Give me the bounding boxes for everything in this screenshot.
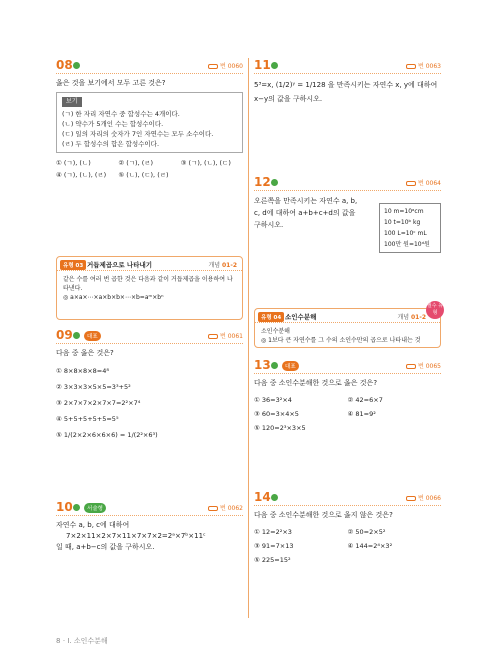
link-icon (208, 334, 218, 339)
statement-4: (ㄹ) 두 합성수의 합은 합성수이다. (62, 140, 160, 148)
type-badge: 대표 (84, 331, 101, 341)
answer-choices (56, 363, 243, 443)
question-number: 13 (254, 358, 271, 372)
page-number: 8 (56, 637, 61, 645)
choice-4[interactable]: ④ 5+5+5+5+5=5⁵ (56, 415, 119, 423)
question-header (56, 328, 243, 344)
link-icon (406, 64, 416, 69)
choice-4[interactable]: ④ 144=2⁴×3² (347, 542, 393, 550)
question-header (254, 358, 441, 374)
choice-3[interactable]: ③ 2×7×7×2×7×7=2²×7⁴ (56, 399, 141, 407)
question-tag: 번 0061 (208, 331, 243, 340)
question-tag: 번 0062 (208, 503, 243, 512)
choice-4[interactable]: ④ 81=9² (347, 410, 376, 418)
concept-box-04 (254, 303, 444, 348)
choice-1[interactable]: ① 12=2²×3 (254, 528, 292, 536)
question-number: 10 (56, 500, 73, 514)
question-header (254, 58, 441, 74)
type-badge: 대표 (282, 361, 299, 371)
statement-1: (ㄱ) 한 자리 자연수 중 합성수는 4개이다. (62, 110, 180, 118)
choice-1[interactable]: ① 36=3²×4 (254, 396, 292, 404)
concept-header (255, 309, 440, 323)
question-text: 다음 중 소인수분해한 것으로 옳지 않은 것은? (254, 511, 393, 519)
concept-body: 같은 수를 여러 번 곱한 것은 다음과 같이 거듭제곱을 이용하여 나타낸다. ◎ a×a×⋯×a×b×b×⋯×b=aᵐ×bⁿ (57, 271, 242, 306)
difficulty-icon (271, 179, 278, 186)
answer-choices (254, 525, 441, 567)
question-number: 14 (254, 490, 271, 504)
column-divider (248, 58, 249, 618)
question-text: 자연수 a, b, c에 대하여 (56, 521, 130, 529)
question-number: 08 (56, 58, 73, 72)
chapter-title: · I. 소인수분해 (62, 637, 108, 645)
question-header (254, 175, 441, 191)
link-icon (406, 364, 416, 369)
question-text: 오른쪽을 만족시키는 자연수 a, b, c, d에 대하여 a+b+c+d의 값을 구하시오. (254, 197, 358, 229)
statement-3: (ㄷ) 일의 자리의 숫자가 7인 자연수는 모두 소수이다. (62, 130, 214, 138)
question-12 (254, 175, 441, 248)
question-number: 12 (254, 175, 271, 189)
difficulty-icon (271, 494, 278, 501)
question-text: 5³=x, (1/2)ʸ = 1/128 을 만족시키는 자연수 x, y에 대하여 x−y의 값을 구하시오. (254, 81, 438, 103)
type-badge: 서술형 (84, 503, 106, 513)
link-icon (406, 496, 416, 501)
difficulty-icon (271, 362, 278, 369)
choice-2[interactable]: ② 42=6×7 (347, 396, 383, 404)
concept-example: ◎ a×a×⋯×a×b×b×⋯×b=aᵐ×bⁿ (63, 294, 164, 301)
question-tag: 번 0060 (208, 61, 243, 70)
question-text: 옳은 것을 보기에서 모두 고른 것은? (56, 79, 166, 87)
concept-ref: 개념 01-2 (397, 314, 426, 321)
question-09 (56, 328, 243, 443)
choice-1[interactable]: ① 8×8×8×8=4⁸ (56, 367, 109, 375)
difficulty-icon (73, 504, 80, 511)
concept-title: 거듭제곱으로 나타내기 (87, 261, 153, 269)
choice-3[interactable]: ③ 91=7×13 (254, 542, 294, 550)
difficulty-icon (271, 62, 278, 69)
concept-tag: 유형 04 (258, 312, 284, 322)
difficulty-icon (73, 332, 80, 339)
choice-5[interactable]: ⑤ 120=2³×3×5 (254, 424, 306, 432)
concept-title: 소인수분해 (285, 313, 317, 321)
question-13 (254, 358, 441, 435)
link-icon (406, 181, 416, 186)
condition-box: 10 m=10ᵃcm 10 t=10ᵇ kg 100 L=10ᶜ mL 100만 원=10ᵈ원 (379, 203, 441, 253)
choice-5[interactable]: ⑤ (ㄴ), (ㄷ), (ㄹ) (118, 171, 169, 179)
question-text: 다음 중 소인수분해한 것으로 옳은 것은? (254, 379, 378, 387)
concept-body: 소인수분해 ◎ 1보다 큰 자연수를 그 수의 소인수만의 곱으로 나타내는 것 (261, 328, 421, 344)
question-formula: 7×2×11×2×7×11×7×7×2=2ᵃ×7ᵇ×11ᶜ (66, 532, 206, 540)
choice-2[interactable]: ② (ㄱ), (ㄹ) (118, 159, 154, 167)
concept-ref: 개념 01-2 (208, 262, 237, 269)
concept-header (57, 257, 242, 271)
statement-2: (ㄴ) 약수가 5개인 수는 합성수이다. (62, 120, 164, 128)
question-text: 다음 중 옳은 것은? (56, 349, 114, 357)
question-08 (56, 58, 243, 181)
question-tag: 번 0064 (406, 178, 441, 187)
question-header (254, 490, 441, 506)
choice-5[interactable]: ⑤ 225=15² (254, 556, 291, 564)
choice-2[interactable]: ② 3×3×3×5×5=3³+5² (56, 383, 131, 391)
question-tag: 번 0066 (406, 493, 441, 502)
box-label: 보기 (62, 97, 82, 107)
link-icon (208, 506, 218, 511)
choice-5[interactable]: ⑤ 1/(2×2×6×6×6) = 1/(2²×6³) (56, 431, 158, 439)
choice-3[interactable]: ③ 60=3×4×5 (254, 410, 299, 418)
question-tag: 번 0063 (406, 61, 441, 70)
choice-2[interactable]: ② 50=2×5² (347, 528, 386, 536)
answer-choices (254, 393, 441, 435)
question-11 (254, 58, 441, 106)
link-icon (208, 64, 218, 69)
difficulty-icon (73, 62, 80, 69)
page-footer (56, 636, 108, 646)
choice-1[interactable]: ① (ㄱ), (ㄴ) (56, 159, 91, 167)
choice-4[interactable]: ④ (ㄱ), (ㄴ), (ㄹ) (56, 171, 107, 179)
question-14 (254, 490, 441, 567)
concept-tag: 유형 03 (60, 260, 86, 270)
question-number: 11 (254, 58, 271, 72)
choice-3[interactable]: ③ (ㄱ), (ㄴ), (ㄷ) (180, 159, 231, 167)
question-10 (56, 500, 243, 553)
question-header (56, 500, 243, 516)
review-badge: 필수 유형 (426, 301, 444, 319)
answer-choices (56, 157, 243, 181)
question-text-2: 일 때, a+b−c의 값을 구하시오. (56, 543, 155, 551)
question-tag: 번 0065 (406, 361, 441, 370)
question-number: 09 (56, 328, 73, 342)
question-header (56, 58, 243, 74)
concept-box-03 (56, 256, 243, 320)
example-box (56, 92, 243, 153)
